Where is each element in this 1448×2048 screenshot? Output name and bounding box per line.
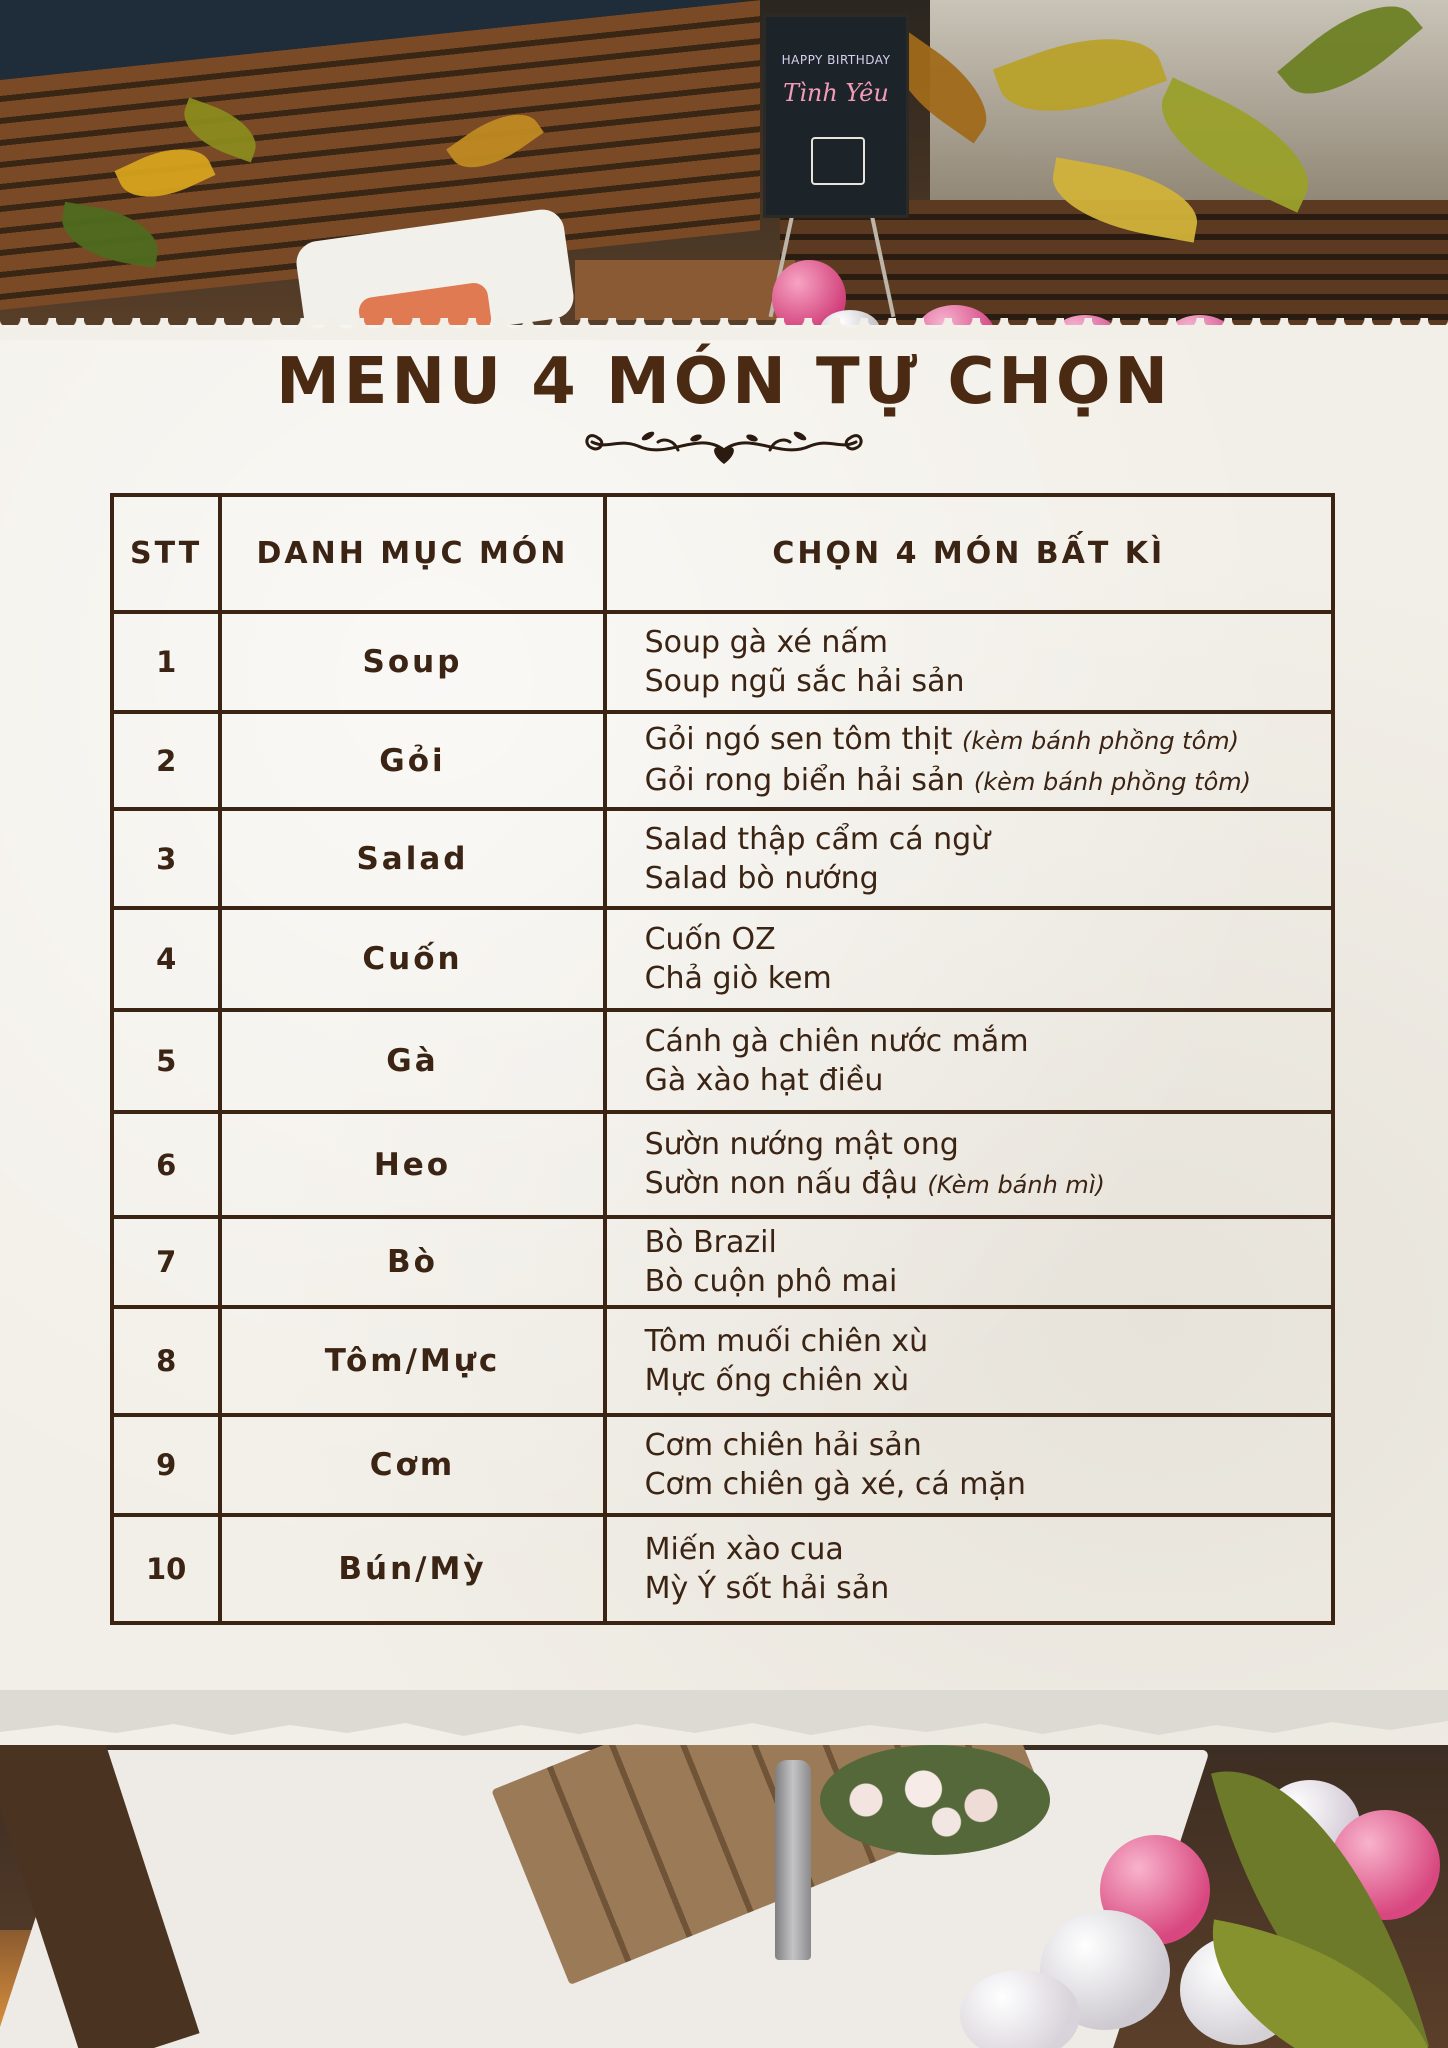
torn-paper-edge: [0, 318, 1448, 340]
row-number: 10: [112, 1515, 220, 1623]
dish-category: Bò: [220, 1217, 604, 1307]
dish-options: [605, 908, 1333, 1010]
row-number: 9: [112, 1415, 220, 1515]
dish-options: [605, 1307, 1333, 1415]
dish-category: Cơm: [220, 1415, 604, 1515]
table-row: [112, 908, 1333, 1010]
dish-name: Soup gà xé nấm: [644, 625, 888, 660]
dish-name: Bò Brazil: [644, 1225, 777, 1260]
dish-name: Tôm muối chiên xù: [644, 1324, 929, 1359]
dish-item: [645, 1530, 1331, 1569]
bottle-vase: [775, 1760, 811, 1960]
dish-category: Gà: [220, 1010, 604, 1112]
dish-item: [645, 1262, 1331, 1301]
row-number: 1: [112, 612, 220, 712]
dish-item: [645, 1361, 1331, 1400]
dish-item: [645, 623, 1331, 662]
dish-options: [605, 1217, 1333, 1307]
dish-options: [605, 612, 1333, 712]
dish-item: [645, 662, 1331, 701]
table-row: [112, 809, 1333, 908]
table-row: [112, 1307, 1333, 1415]
dish-name: Salad bò nướng: [644, 860, 879, 896]
dish-name: Gỏi rong biển hải sản: [644, 762, 965, 798]
table-row: [112, 1112, 1333, 1217]
row-number: 8: [112, 1307, 220, 1415]
dish-name: Gỏi ngó sen tôm thịt: [644, 721, 953, 757]
dish-category: Heo: [220, 1112, 604, 1217]
table-row: [112, 1515, 1333, 1623]
dish-item: [645, 959, 1331, 998]
dish-name: Chả giò kem: [644, 961, 832, 996]
dish-item: [645, 1569, 1331, 1608]
menu-table: [110, 493, 1335, 1625]
dish-name: Mỳ Ý sốt hải sản: [644, 1571, 890, 1606]
header-category: DANH MỤC MÓN: [220, 495, 604, 612]
dish-item: [645, 720, 1331, 761]
dish-options: [605, 1112, 1333, 1217]
row-number: 6: [112, 1112, 220, 1217]
birthday-chalkboard: [763, 14, 909, 218]
table-row: [112, 712, 1333, 809]
dish-item: [645, 1426, 1331, 1465]
dish-options: [605, 1010, 1333, 1112]
cake-drawing-icon: [811, 137, 865, 185]
dish-options: [605, 809, 1333, 908]
header-choose-dishes: CHỌN 4 MÓN BẤT KÌ: [605, 495, 1333, 612]
table-body: [112, 612, 1333, 1623]
dish-name: Miến xào cua: [644, 1532, 844, 1567]
menu-title: MENU 4 MÓN TỰ CHỌN: [276, 345, 1172, 419]
row-number: 4: [112, 908, 220, 1010]
dish-item: [645, 859, 1331, 898]
dish-item: [645, 920, 1331, 959]
dish-note: (kèm bánh phồng tôm): [973, 767, 1251, 796]
top-photo-banner: [0, 0, 1448, 345]
dish-category: Tôm/Mực: [220, 1307, 604, 1415]
dish-name: Bò cuộn phô mai: [644, 1264, 898, 1299]
dish-name: Sườn non nấu đậu: [644, 1165, 918, 1201]
flourish-ornament-icon: [578, 420, 870, 472]
table-row: [112, 1415, 1333, 1515]
dish-category: Salad: [220, 809, 604, 908]
dish-name: Mực ống chiên xù: [644, 1363, 910, 1398]
dish-note: (kèm bánh phồng tôm): [961, 726, 1240, 755]
dish-name: Soup ngũ sắc hải sản: [644, 664, 965, 699]
table-header-row: [112, 495, 1333, 612]
dish-name: Cơm chiên gà xé, cá mặn: [644, 1467, 1026, 1502]
table-row: [112, 1010, 1333, 1112]
dish-item: [645, 1022, 1331, 1061]
dish-name: Gà xào hạt điều: [644, 1063, 884, 1098]
dish-category: Soup: [220, 612, 604, 712]
bottom-photo-banner: [0, 1720, 1448, 2048]
row-number: 2: [112, 712, 220, 809]
chalkboard-greeting: HAPPY BIRTHDAY: [781, 53, 891, 67]
wooden-shelf: [575, 260, 795, 320]
dish-category: Cuốn: [220, 908, 604, 1010]
table-row: [112, 1217, 1333, 1307]
flower-arrangement: [820, 1745, 1050, 1855]
dish-category: Gỏi: [220, 712, 604, 809]
dish-name: Cánh gà chiên nước mắm: [644, 1024, 1029, 1059]
row-number: 7: [112, 1217, 220, 1307]
dish-name: Sườn nướng mật ong: [644, 1126, 959, 1162]
dish-options: [605, 1515, 1333, 1623]
dish-item: [645, 1061, 1331, 1100]
dish-note: (Kèm bánh mì): [927, 1170, 1105, 1199]
chalkboard-name: Tình Yêu: [783, 79, 889, 107]
dish-item: [645, 1223, 1331, 1262]
dish-name: Cuốn OZ: [644, 922, 776, 957]
dish-item: [645, 1164, 1331, 1205]
dish-options: [605, 1415, 1333, 1515]
dish-item: [645, 820, 1331, 859]
dish-options: [605, 712, 1333, 809]
header-stt: STT: [112, 495, 220, 612]
dish-item: [645, 1465, 1331, 1504]
dish-item: [645, 1125, 1331, 1164]
row-number: 3: [112, 809, 220, 908]
dish-item: [645, 1322, 1331, 1361]
row-number: 5: [112, 1010, 220, 1112]
dish-name: Cơm chiên hải sản: [644, 1428, 922, 1463]
dish-name: Salad thập cẩm cá ngừ: [644, 821, 991, 857]
table-row: [112, 612, 1333, 712]
dish-item: [645, 761, 1331, 802]
dish-category: Bún/Mỳ: [220, 1515, 604, 1623]
